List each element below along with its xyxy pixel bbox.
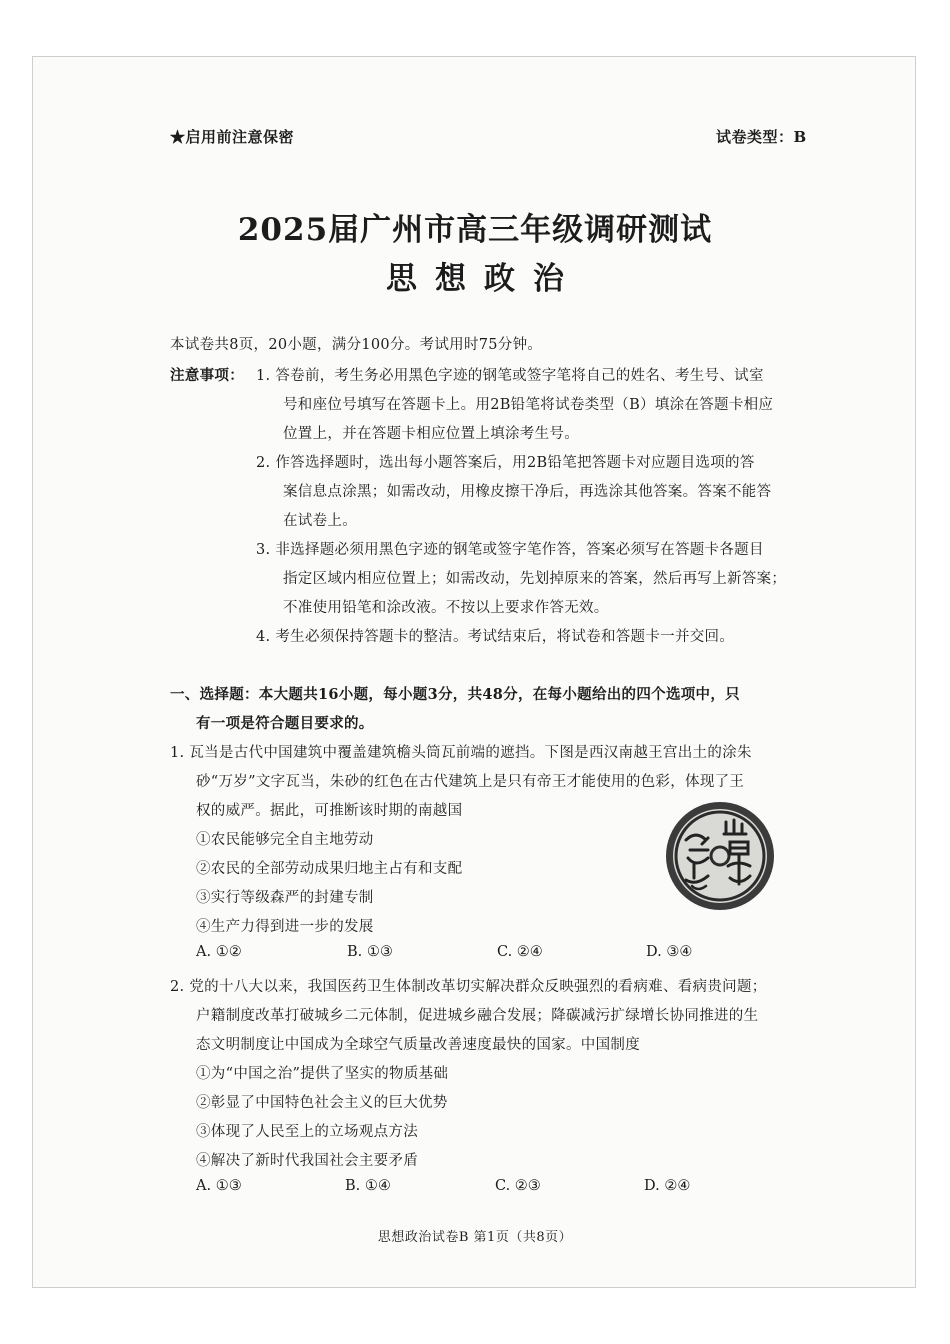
note-line: 案信息点涂黑；如需改动，用橡皮擦干净后，再选涂其他答案。答案不能答: [283, 484, 772, 500]
q1-option-d: D. ③④: [646, 944, 693, 960]
q1-statement: ③实行等级森严的封建专制: [196, 890, 374, 906]
confidential-label: ★启用前注意保密: [170, 128, 295, 146]
q2-option-c: C. ②③: [495, 1178, 541, 1194]
q1-stem-line: 权的威严。据此，可推断该时期的南越国: [196, 803, 463, 819]
q1-stem-line: 砂“万岁”文字瓦当，朱砂的红色在古代建筑上是只有帝王才能使用的色彩，体现了王: [196, 774, 745, 790]
q1-statement: ②农民的全部劳动成果归地主占有和支配: [196, 861, 463, 877]
q2-option-b: B. ①④: [345, 1178, 391, 1194]
note-line: 在试卷上。: [283, 513, 357, 529]
section-heading: 一、选择题：本大题共16小题，每小题3分，共48分，在每小题给出的四个选项中，只: [170, 686, 740, 703]
q1-stem-line: 1. 瓦当是古代中国建筑中覆盖建筑檐头筒瓦前端的遮挡。下图是西汉南越王宫出土的涂朱: [170, 745, 752, 761]
section-heading-cont: 有一项是符合题目要求的。: [196, 715, 374, 732]
q1-option-c: C. ②④: [497, 944, 543, 960]
paper-type-label: 试卷类型：B: [716, 128, 807, 146]
q2-statement: ④解决了新时代我国社会主要矛盾: [196, 1153, 418, 1169]
note-line: 2. 作答选择题时，选出每小题答案后，用2B铅笔把答题卡对应题目选项的答: [256, 455, 755, 471]
q2-option-a: A. ①③: [196, 1178, 242, 1194]
note-line: 1. 答卷前，考生务必用黑色字迹的钢笔或签字笔将自己的姓名、考生号、试室: [256, 368, 764, 384]
wadang-tile-image: [664, 800, 776, 912]
q1-statement: ①农民能够完全自主地劳动: [196, 832, 374, 848]
page-footer: 思想政治试卷B 第1页（共8页）: [377, 1230, 573, 1245]
note-line: 4. 考生必须保持答题卡的整洁。考试结束后，将试卷和答题卡一并交回。: [256, 629, 735, 645]
note-line: 位置上，并在答题卡相应位置上填涂考生号。: [283, 426, 579, 442]
q1-statement: ④生产力得到进一步的发展: [196, 919, 374, 935]
q2-stem-line: 态文明制度让中国成为全球空气质量改善速度最快的国家。中国制度: [196, 1037, 640, 1053]
note-line: 号和座位号填写在答题卡上。用2B铅笔将试卷类型（B）填涂在答题卡相应: [283, 397, 774, 413]
tile-icon: [664, 800, 776, 912]
note-line: 3. 非选择题必须用黑色字迹的钢笔或签字笔作答，答案必须写在答题卡各题目: [256, 542, 764, 558]
q2-stem-line: 2. 党的十八大以来，我国医药卫生体制改革切实解决群众反映强烈的看病难、看病贵问题；: [170, 979, 767, 995]
q2-option-d: D. ②④: [644, 1178, 691, 1194]
exam-title: 2025届广州市高三年级调研测试: [237, 212, 713, 248]
intro-line: 本试卷共8页，20小题，满分100分。考试用时75分钟。: [170, 337, 543, 353]
q2-statement: ③体现了人民至上的立场观点方法: [196, 1124, 418, 1140]
q2-statement: ②彰显了中国特色社会主义的巨大优势: [196, 1095, 448, 1111]
q2-statement: ①为“中国之治”提供了坚实的物质基础: [196, 1066, 449, 1082]
note-line: 指定区域内相应位置上；如需改动，先划掉原来的答案，然后再写上新答案；: [283, 571, 787, 587]
q1-option-b: B. ①③: [347, 944, 393, 960]
note-line: 不准使用铅笔和涂改液。不按以上要求作答无效。: [283, 600, 609, 616]
notes-label: 注意事项：: [170, 367, 244, 384]
q1-option-a: A. ①②: [196, 944, 242, 960]
q2-stem-line: 户籍制度改革打破城乡二元体制，促进城乡融合发展；降碳减污扩绿增长协同推进的生: [196, 1008, 759, 1024]
subject-title: 思想政治: [386, 261, 582, 297]
